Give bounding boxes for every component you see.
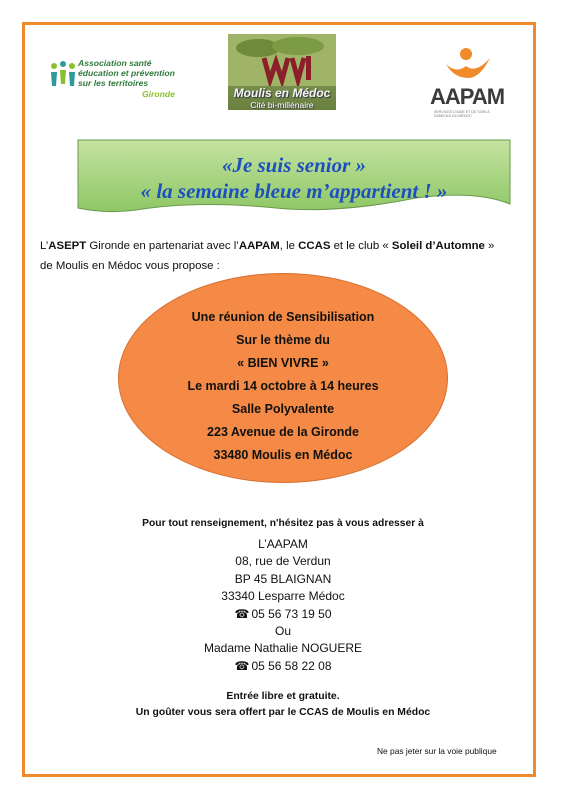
intro-asept: ASEPT bbox=[48, 240, 87, 252]
intro-text: Gironde en partenariat avec l’ bbox=[86, 240, 239, 252]
asept-line2: éducation et prévention bbox=[78, 68, 175, 78]
asept-gironde: Gironde bbox=[141, 89, 175, 99]
contact-phone1-row bbox=[0, 606, 566, 623]
contact-street: 08, rue de Verdun bbox=[235, 554, 331, 569]
contact-person: Madame Nathalie NOGUERE bbox=[203, 641, 363, 656]
asept-line1: Association santé bbox=[78, 58, 152, 68]
event-city: 33480 Moulis en Médoc bbox=[213, 448, 353, 462]
event-theme: « BIEN VIVRE » bbox=[237, 356, 329, 370]
asept-line3: sur les territoires bbox=[78, 78, 149, 88]
moulis-subtitle: Cité bi-millénaire bbox=[250, 100, 314, 110]
contact-phone2-row bbox=[0, 658, 566, 675]
vineyard-icon bbox=[228, 34, 336, 86]
banner-line1: «Je suis senior » bbox=[221, 153, 367, 177]
intro-line1 bbox=[40, 236, 520, 256]
contact-bp: BP 45 BLAIGNAN bbox=[234, 571, 332, 586]
banner-line2: « la semaine bleue m’appartient ! » bbox=[140, 179, 448, 203]
contact-phone2: 05 56 58 22 08 bbox=[251, 658, 332, 673]
moulis-logo bbox=[228, 34, 336, 110]
aapam-tagline: SERVICES D'AIDE ET DE SOIN À DOMICILE DU MÉDOC bbox=[434, 110, 490, 118]
moulis-title: Moulis en Médoc bbox=[233, 86, 331, 100]
people-figures-icon bbox=[48, 60, 78, 92]
intro-text: » bbox=[484, 240, 495, 252]
intro-text: , le bbox=[279, 240, 299, 252]
intro-paragraph bbox=[40, 236, 520, 276]
contact-or: Ou bbox=[274, 624, 291, 639]
aapam-name: AAPAM bbox=[430, 84, 505, 109]
title-banner bbox=[76, 138, 512, 218]
phone-icon: ☎ bbox=[234, 606, 250, 621]
intro-aapam: AAPAM bbox=[238, 240, 280, 252]
contact-phone1: 05 56 73 19 50 bbox=[251, 606, 332, 621]
contact-heading: Pour tout renseignement, n'hésitez pas à vous adresser à bbox=[142, 518, 424, 529]
phone-icon: ☎ bbox=[234, 658, 250, 673]
event-title: Une réunion de Sensibilisation bbox=[191, 310, 375, 324]
event-details bbox=[118, 306, 448, 467]
footer-line1: Entrée libre et gratuite. bbox=[226, 691, 340, 702]
event-street: 223 Avenue de la Gironde bbox=[207, 425, 359, 439]
event-venue: Salle Polyvalente bbox=[231, 402, 335, 416]
person-raising-arms-icon bbox=[420, 44, 506, 88]
event-date: Le mardi 14 octobre à 14 heures bbox=[187, 379, 379, 393]
footer bbox=[0, 689, 566, 721]
contact-city: 33340 Lesparre Médoc bbox=[221, 589, 345, 604]
intro-line2: de Moulis en Médoc vous propose : bbox=[40, 260, 220, 272]
intro-text: L’ bbox=[40, 240, 49, 252]
intro-club: Soleil d’Automne bbox=[391, 240, 485, 252]
asept-logo bbox=[48, 52, 198, 110]
contact-block bbox=[0, 536, 566, 675]
intro-ccas: CCAS bbox=[298, 240, 331, 252]
intro-text: et le club « bbox=[330, 240, 392, 252]
event-theme-label: Sur le thème du bbox=[236, 333, 330, 347]
disposal-note: Ne pas jeter sur la voie publique bbox=[377, 746, 497, 756]
aapam-logo bbox=[420, 44, 506, 120]
contact-org: L’AAPAM bbox=[258, 537, 308, 551]
footer-line2: Un goûter vous sera offert par le CCAS de Moulis en Médoc bbox=[135, 707, 431, 718]
